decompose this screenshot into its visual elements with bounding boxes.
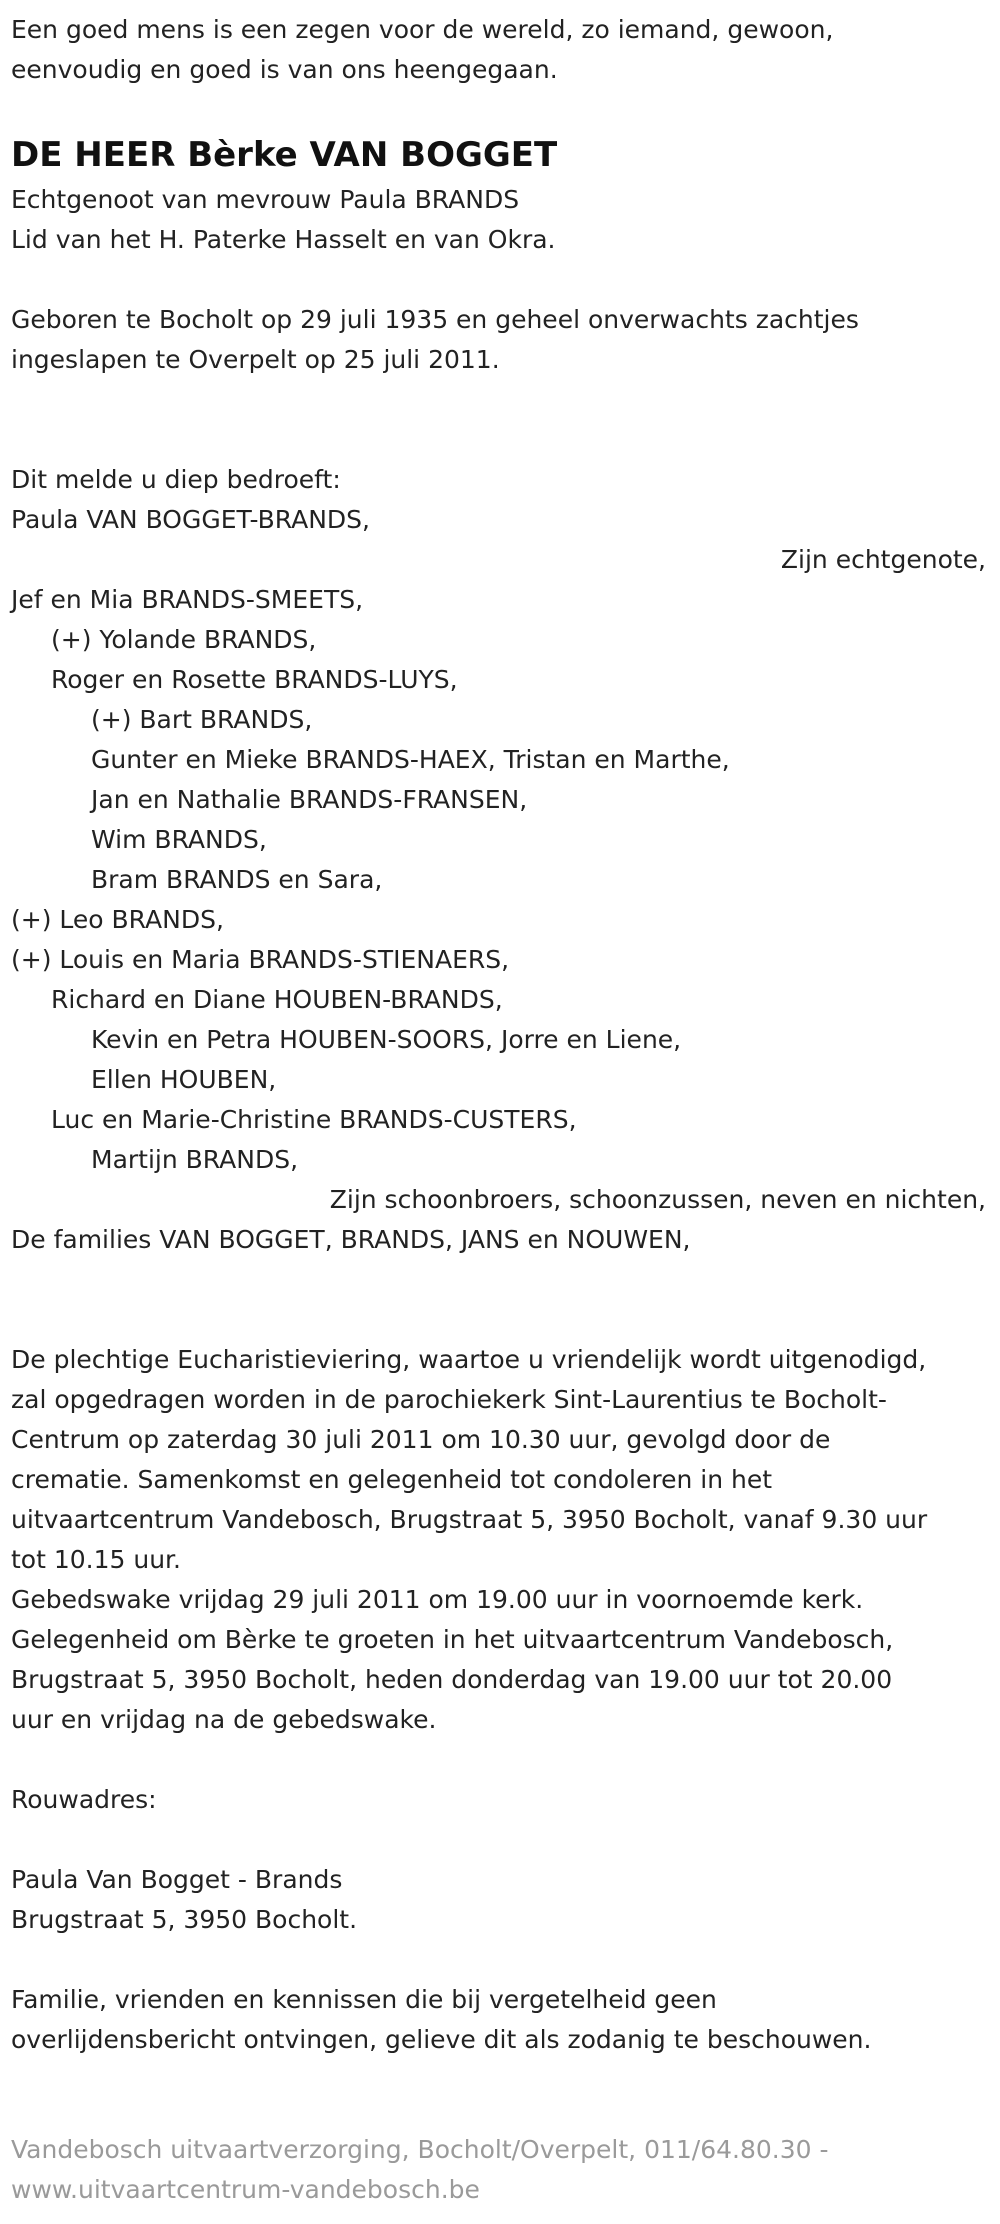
address-street: Brugstraat 5, 3950 Bocholt. [11, 1905, 358, 1934]
footer-website-link[interactable]: www.uitvaartcentrum-vandebosch.be [11, 2175, 480, 2204]
spouse-role: Zijn echtgenote, [780, 545, 986, 574]
service-line: Centrum op zaterdag 30 juli 2011 om 10.30 uur, gevolgd door de [11, 1425, 831, 1454]
intro-line: Een goed mens is een zegen voor de wereld, zo iemand, gewoon, [11, 15, 834, 44]
family-member: Richard en Diane HOUBEN-BRANDS, [51, 985, 503, 1014]
family-member: Wim BRANDS, [91, 825, 267, 854]
family-member: (+) Leo BRANDS, [11, 905, 224, 934]
birth-line: ingeslapen te Overpelt op 25 juli 2011. [11, 345, 500, 374]
service-line: crematie. Samenkomst en gelegenheid tot condoleren in het [11, 1465, 773, 1494]
family-member: (+) Yolande BRANDS, [51, 625, 317, 654]
service-line: uitvaartcentrum Vandebosch, Brugstraat 5, 3950 Bocholt, vanaf 9.30 uur [11, 1505, 928, 1534]
family-role: Zijn schoonbroers, schoonzussen, neven en nichten, [329, 1185, 986, 1214]
service-line: uur en vrijdag na de gebedswake. [11, 1705, 437, 1734]
family-member: (+) Louis en Maria BRANDS-STIENAERS, [11, 945, 510, 974]
mourners-section [11, 460, 988, 1260]
family-member: Jan en Nathalie BRANDS-FRANSEN, [91, 785, 528, 814]
intro-text [11, 10, 988, 90]
family-member: Luc en Marie-Christine BRANDS-CUSTERS, [51, 1105, 577, 1134]
intro-line: eenvoudig en goed is van ons heengegaan. [11, 55, 558, 84]
family-member: Martijn BRANDS, [91, 1145, 299, 1174]
address-name: Paula Van Bogget - Brands [11, 1865, 343, 1894]
service-line: tot 10.15 uur. [11, 1545, 181, 1574]
family-member: Jef en Mia BRANDS-SMEETS, [11, 585, 364, 614]
family-member: (+) Bart BRANDS, [91, 705, 313, 734]
deceased-name: DE HEER Bèrke VAN BOGGET [11, 135, 558, 175]
service-line: Gebedswake vrijdag 29 juli 2011 om 19.00 uur in voornoemde kerk. [11, 1585, 864, 1614]
service-details [11, 1340, 988, 1740]
service-line: Gelegenheid om Bèrke te groeten in het uitvaartcentrum Vandebosch, [11, 1625, 894, 1654]
service-line: zal opgedragen worden in de parochiekerk Sint-Laurentius te Bocholt- [11, 1385, 887, 1414]
spouse-name: Paula VAN BOGGET-BRANDS, [11, 505, 370, 534]
family-member: Bram BRANDS en Sara, [91, 865, 383, 894]
families-line: De families VAN BOGGET, BRANDS, JANS en NOUWEN, [11, 1225, 691, 1254]
member-line: Lid van het H. Paterke Hasselt en van Okra. [11, 225, 556, 254]
family-member: Ellen HOUBEN, [91, 1065, 277, 1094]
footer-credits [11, 2130, 829, 2210]
family-member: Roger en Rosette BRANDS-LUYS, [51, 665, 458, 694]
closing-line: Familie, vrienden en kennissen die bij vergetelheid geen [11, 1985, 717, 2014]
family-member: Kevin en Petra HOUBEN-SOORS, Jorre en Liene, [91, 1025, 682, 1054]
closing-line: overlijdensbericht ontvingen, gelieve dit als zodanig te beschouwen. [11, 2025, 872, 2054]
closing-note [11, 1980, 988, 2060]
address-heading: Rouwadres: [11, 1785, 157, 1814]
footer-company: Vandebosch uitvaartverzorging, Bocholt/Overpelt, 011/64.80.30 - [11, 2135, 829, 2164]
birth-line: Geboren te Bocholt op 29 juli 1935 en geheel onverwachts zachtjes [11, 305, 859, 334]
service-line: Brugstraat 5, 3950 Bocholt, heden donderdag van 19.00 uur tot 20.00 [11, 1665, 893, 1694]
mourners-heading: Dit melde u diep bedroeft: [11, 465, 341, 494]
family-member: Gunter en Mieke BRANDS-HAEX, Tristan en Marthe, [91, 745, 730, 774]
spouse-line: Echtgenoot van mevrouw Paula BRANDS [11, 185, 520, 214]
mourning-address [11, 1860, 988, 1940]
service-line: De plechtige Eucharistieviering, waartoe u vriendelijk wordt uitgenodigd, [11, 1345, 927, 1374]
